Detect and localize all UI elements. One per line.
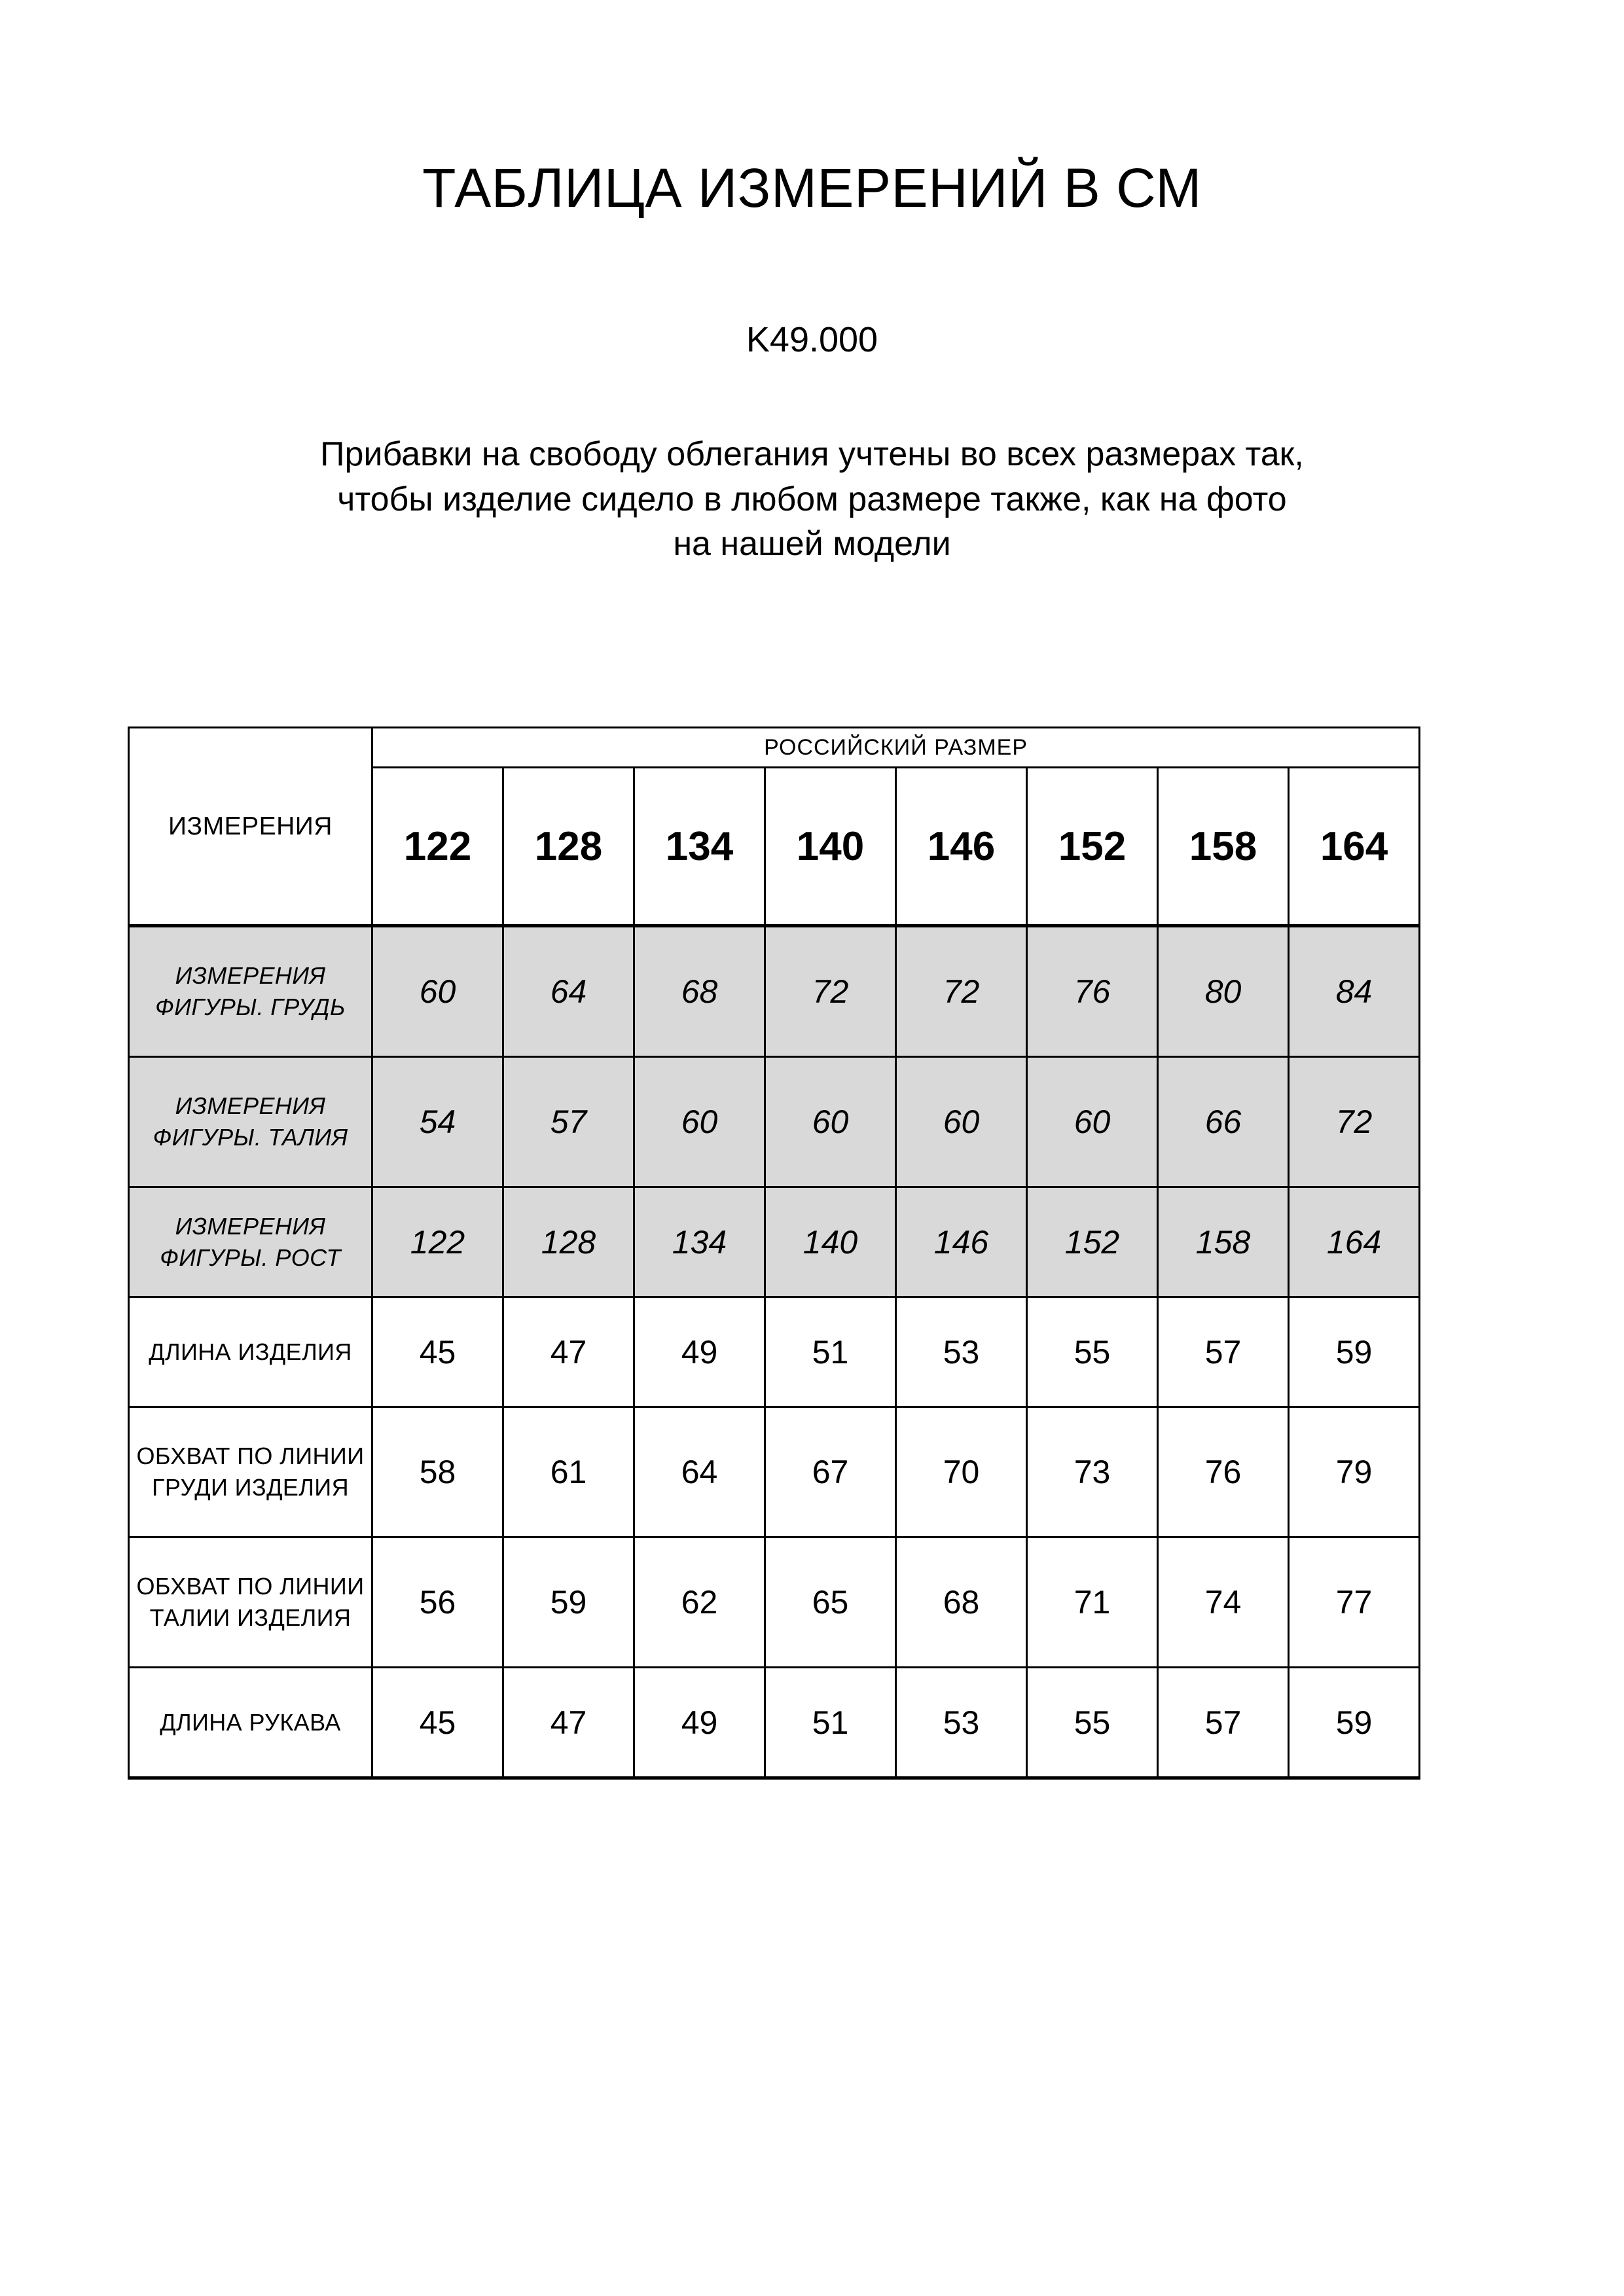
size-header-134: 134 [634, 768, 765, 926]
cell-value: 59 [1289, 1297, 1420, 1407]
cell-value: 80 [1158, 926, 1289, 1057]
cell-value: 72 [896, 926, 1027, 1057]
fit-note [0, 432, 1624, 567]
table-row [129, 1537, 1420, 1668]
cell-value: 64 [503, 926, 634, 1057]
cell-value: 53 [896, 1297, 1027, 1407]
cell-value: 152 [1027, 1187, 1158, 1297]
page-title: ТАБЛИЦА ИЗМЕРЕНИЙ В СМ [422, 157, 1202, 219]
cell-value: 134 [634, 1187, 765, 1297]
cell-value: 47 [503, 1668, 634, 1778]
cell-value: 72 [1289, 1057, 1420, 1187]
size-header-158: 158 [1158, 768, 1289, 926]
product-code: K49.000 [746, 320, 878, 359]
cell-value: 62 [634, 1537, 765, 1668]
russian-size-group-header: РОССИЙСКИЙ РАЗМЕР [372, 728, 1420, 768]
cell-value: 74 [1158, 1537, 1289, 1668]
cell-value: 64 [634, 1407, 765, 1537]
fit-note-line-2: чтобы изделие сидело в любом размере также, как на фото [337, 480, 1287, 518]
cell-value: 76 [1158, 1407, 1289, 1537]
cell-value: 57 [503, 1057, 634, 1187]
cell-value: 67 [765, 1407, 896, 1537]
cell-value: 55 [1027, 1668, 1158, 1778]
cell-value: 122 [372, 1187, 503, 1297]
row-label: ОБХВАТ ПО ЛИНИИ ТАЛИИ ИЗДЕЛИЯ [129, 1537, 372, 1668]
cell-value: 59 [503, 1537, 634, 1668]
cell-value: 60 [372, 926, 503, 1057]
cell-value: 49 [634, 1668, 765, 1778]
cell-value: 72 [765, 926, 896, 1057]
cell-value: 66 [1158, 1057, 1289, 1187]
row-label: ОБХВАТ ПО ЛИНИИ ГРУДИ ИЗДЕЛИЯ [129, 1407, 372, 1537]
size-header-122: 122 [372, 768, 503, 926]
cell-value: 58 [372, 1407, 503, 1537]
size-table-container [128, 726, 1418, 1780]
cell-value: 76 [1027, 926, 1158, 1057]
size-header-152: 152 [1027, 768, 1158, 926]
table-row [129, 1057, 1420, 1187]
size-header-140: 140 [765, 768, 896, 926]
row-label: ДЛИНА РУКАВА [129, 1668, 372, 1778]
measurements-column-header: ИЗМЕРЕНИЯ [129, 728, 372, 926]
cell-value: 79 [1289, 1407, 1420, 1537]
table-head-row-group [129, 728, 1420, 768]
cell-value: 51 [765, 1668, 896, 1778]
cell-value: 57 [1158, 1668, 1289, 1778]
cell-value: 140 [765, 1187, 896, 1297]
row-label: ИЗМЕРЕНИЯ ФИГУРЫ. РОСТ [129, 1187, 372, 1297]
cell-value: 57 [1158, 1297, 1289, 1407]
cell-value: 60 [634, 1057, 765, 1187]
table-row [129, 926, 1420, 1057]
cell-value: 51 [765, 1297, 896, 1407]
cell-value: 70 [896, 1407, 1027, 1537]
cell-value: 45 [372, 1668, 503, 1778]
table-row [129, 1297, 1420, 1407]
cell-value: 45 [372, 1297, 503, 1407]
cell-value: 158 [1158, 1187, 1289, 1297]
cell-value: 54 [372, 1057, 503, 1187]
cell-value: 77 [1289, 1537, 1420, 1668]
cell-value: 146 [896, 1187, 1027, 1297]
cell-value: 60 [896, 1057, 1027, 1187]
cell-value: 65 [765, 1537, 896, 1668]
size-header-128: 128 [503, 768, 634, 926]
table-head [129, 728, 1420, 926]
cell-value: 164 [1289, 1187, 1420, 1297]
cell-value: 47 [503, 1297, 634, 1407]
table-row [129, 1407, 1420, 1537]
cell-value: 61 [503, 1407, 634, 1537]
cell-value: 49 [634, 1297, 765, 1407]
cell-value: 60 [765, 1057, 896, 1187]
cell-value: 84 [1289, 926, 1420, 1057]
cell-value: 68 [896, 1537, 1027, 1668]
fit-note-line-3: на нашей модели [673, 525, 951, 564]
cell-value: 73 [1027, 1407, 1158, 1537]
row-label: ДЛИНА ИЗДЕЛИЯ [129, 1297, 372, 1407]
cell-value: 53 [896, 1668, 1027, 1778]
cell-value: 71 [1027, 1537, 1158, 1668]
cell-value: 56 [372, 1537, 503, 1668]
size-header-164: 164 [1289, 768, 1420, 926]
cell-value: 68 [634, 926, 765, 1057]
measurements-table [128, 726, 1420, 1780]
cell-value: 60 [1027, 1057, 1158, 1187]
cell-value: 55 [1027, 1297, 1158, 1407]
size-header-146: 146 [896, 768, 1027, 926]
table-row [129, 1668, 1420, 1778]
cell-value: 59 [1289, 1668, 1420, 1778]
table-row [129, 1187, 1420, 1297]
table-body [129, 926, 1420, 1778]
row-label: ИЗМЕРЕНИЯ ФИГУРЫ. ГРУДЬ [129, 926, 372, 1057]
fit-note-line-1: Прибавки на свободу облегания учтены во всех размерах так, [320, 435, 1304, 473]
cell-value: 128 [503, 1187, 634, 1297]
row-label: ИЗМЕРЕНИЯ ФИГУРЫ. ТАЛИЯ [129, 1057, 372, 1187]
